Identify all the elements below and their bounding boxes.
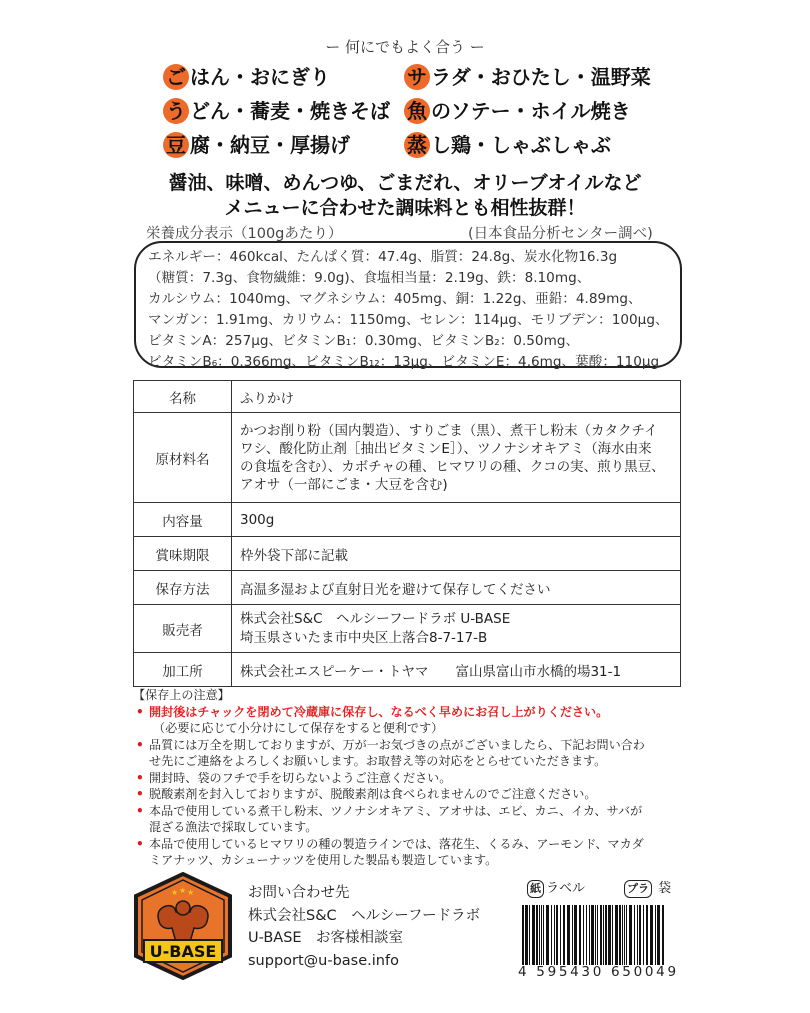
table-row bbox=[134, 381, 681, 413]
note-text: ミアナッツ、カシューナッツを使用した製品も製造しています。 bbox=[149, 853, 498, 867]
barcode-bar bbox=[608, 905, 611, 965]
barcode-bar bbox=[574, 905, 577, 965]
food-text: どん・蕎麦・焼きそば bbox=[190, 99, 390, 123]
barcode-bar bbox=[536, 905, 538, 965]
spec-value-seller bbox=[232, 605, 681, 653]
barcode-bar bbox=[603, 905, 604, 965]
barcode-bar bbox=[554, 905, 555, 965]
claim-line-1: 醤油、味噌、めんつゆ、ごまだれ、オリーブオイルなど bbox=[168, 172, 642, 194]
barcode-bar bbox=[556, 905, 558, 965]
barcode-bar bbox=[543, 905, 544, 965]
nutrition-heading: 栄養成分表示（100gあたり） bbox=[146, 226, 343, 242]
table-row bbox=[134, 653, 681, 687]
barcode-bar bbox=[541, 905, 542, 965]
food-item-chicken bbox=[404, 129, 611, 158]
note-text: せ先にご連絡をよろしくお願いします。お取替え等の対応をとらせていただきます。 bbox=[149, 754, 607, 768]
note-item bbox=[149, 803, 693, 836]
seller-line: 株式会社S&C ヘルシーフードラボ U-BASE bbox=[240, 610, 511, 627]
barcode-bar bbox=[646, 905, 648, 965]
barcode-bar bbox=[612, 905, 613, 965]
table-row bbox=[134, 605, 681, 653]
food-text: 腐・納豆・厚揚げ bbox=[190, 133, 350, 157]
note-item bbox=[149, 704, 693, 737]
contact-company: 株式会社S&C ヘルシーフードラボ bbox=[248, 907, 481, 924]
barcode-bar bbox=[563, 905, 565, 965]
plastic-recycle-icon: プラ bbox=[624, 880, 652, 898]
barcode-bar bbox=[586, 905, 587, 965]
logo-text: U-BASE bbox=[149, 942, 217, 961]
barcode-bar bbox=[650, 905, 653, 965]
food-item-salad bbox=[404, 61, 651, 90]
note-text: • 本品で使用しているヒマワリの種の製造ラインでは、落花生、くるみ、アーモンド、マカダ bbox=[149, 836, 644, 851]
barcode-bar bbox=[619, 905, 621, 965]
barcode-bar bbox=[591, 905, 594, 965]
note-item bbox=[149, 770, 693, 787]
spec-label-ingredients: 原材料名 bbox=[134, 413, 232, 503]
barcode-bar bbox=[639, 905, 641, 965]
ingredients-line: アオサ（一部にごま・大豆を含む) bbox=[240, 476, 448, 493]
note-text: • 品質には万全を期しておりますが、万が一お気づきの点がございましたら、下記お問い合わ bbox=[149, 737, 645, 752]
nutrition-source: (日本食品分析センター調べ) bbox=[468, 226, 653, 242]
storage-notes bbox=[133, 687, 693, 869]
barcode-bar bbox=[662, 905, 664, 965]
table-row bbox=[134, 537, 681, 571]
barcode-bar bbox=[572, 905, 573, 965]
food-text: し鶏・しゃぶしゃぶ bbox=[431, 133, 611, 157]
spec-value-ingredients bbox=[232, 413, 681, 503]
nutrition-line: エネルギー：460kcal、たんぱく質：47.4g、脂質：24.8g、炭水化物16.3g bbox=[148, 249, 618, 265]
barcode-bar bbox=[583, 905, 584, 965]
nutrition-line: ビタミンB₆：0.366mg、ビタミンB₁₂：13μg、ビタミンE：4.6mg、葉酸：110μg bbox=[148, 354, 660, 370]
barcode-bar bbox=[634, 905, 635, 965]
barcode-bar bbox=[615, 905, 618, 965]
barcode-bar bbox=[532, 905, 535, 965]
barcode-bar bbox=[655, 905, 656, 965]
barcode-bar bbox=[637, 905, 638, 965]
barcode-number: 4 595430 650049 bbox=[518, 964, 679, 980]
contact-department: U-BASE お客様相談室 bbox=[248, 930, 404, 946]
barcode-bar bbox=[622, 905, 623, 965]
food-text: ラダ・おひたし・温野菜 bbox=[431, 65, 651, 89]
seller-line: 埼玉県さいたま市中央区上落合8-7-17-B bbox=[240, 629, 488, 646]
barcode-bar bbox=[626, 905, 627, 965]
spec-label-storage: 保存方法 bbox=[134, 571, 232, 605]
ingredients-line: ワシ、酸化防止剤［抽出ビタミンE］）、ツノナシオキアミ（海水由来 bbox=[240, 440, 652, 457]
nutrition-line: （糖質：7.3g、食物繊維：9.0g)、食塩相当量：2.19g、鉄：8.10mg、 bbox=[148, 270, 591, 286]
barcode-bar bbox=[546, 905, 549, 965]
spec-label-name: 名称 bbox=[134, 381, 232, 413]
u-base-logo bbox=[132, 872, 234, 980]
barcode-bar bbox=[595, 905, 596, 965]
barcode-bar bbox=[539, 905, 540, 965]
product-spec-table bbox=[133, 380, 681, 687]
food-highlight: 魚 bbox=[404, 98, 430, 124]
recycle-plastic-label: 袋 bbox=[658, 881, 672, 896]
contact-info bbox=[248, 882, 480, 972]
barcode-bar bbox=[597, 905, 598, 965]
recycle-paper-label: ラベル bbox=[546, 881, 586, 896]
nutrition-line: カルシウム：1040mg、マグネシウム：405mg、銅：1.22g、亜鉛：4.89mg、 bbox=[148, 291, 642, 307]
spec-value-content: 300g bbox=[232, 503, 681, 537]
note-text: • 開封時、袋のフチで手を切らないようご注意ください。 bbox=[149, 770, 452, 785]
spec-label-expiry: 賞味期限 bbox=[134, 537, 232, 571]
food-highlight: ご bbox=[163, 64, 189, 90]
barcode-bar bbox=[600, 905, 602, 965]
food-item-noodles bbox=[163, 95, 390, 124]
note-subtext: （必要に応じて小分けにして保存をすると便利です） bbox=[153, 721, 444, 735]
spec-label-seller: 販売者 bbox=[134, 605, 232, 653]
note-text: 混ざる漁法で採取しています。 bbox=[149, 820, 318, 834]
food-highlight: 豆 bbox=[163, 132, 189, 158]
food-highlight: 蒸 bbox=[404, 132, 430, 158]
food-item-rice bbox=[163, 61, 330, 90]
barcode-bar bbox=[579, 905, 581, 965]
food-item-fish bbox=[404, 95, 631, 124]
ingredients-line: かつお削り粉（国内製造）、すりごま（黒）、煮干し粉末（カタクチイ bbox=[240, 422, 658, 439]
food-highlight: う bbox=[163, 98, 189, 124]
spec-value-name: ふりかけ bbox=[232, 381, 681, 413]
food-item-tofu bbox=[163, 129, 350, 158]
barcode-bar bbox=[522, 905, 524, 965]
note-text: • 脱酸素剤を封入しておりますが、脱酸素剤は食べられませんのでご注意ください。 bbox=[149, 787, 597, 801]
barcode-bar bbox=[605, 905, 607, 965]
spec-label-content: 内容量 bbox=[134, 503, 232, 537]
nutrition-line: マンガン：1.91mg、カリウム：1150mg、セレン：114μg、モリブデン：100μg、 bbox=[148, 312, 669, 328]
spec-value-storage: 高温多湿および直射日光を避けて保存してください bbox=[232, 571, 681, 605]
nutrition-box bbox=[134, 241, 682, 368]
notes-heading: 【保存上の注意】 bbox=[133, 688, 230, 702]
recycle-plastic bbox=[624, 877, 671, 898]
barcode bbox=[521, 905, 667, 965]
table-row bbox=[134, 413, 681, 503]
note-warning-text: • 開封後はチャックを閉めて冷蔵庫に保存し、なるべく早めにお召し上がりください。 bbox=[149, 704, 609, 719]
note-item bbox=[149, 786, 693, 803]
food-highlight: サ bbox=[404, 64, 430, 90]
note-text: • 本品で使用している煮干し粉末、ツノナシオキアミ、アオサは、エビ、カニ、イカ、サバが bbox=[149, 803, 643, 818]
paper-recycle-icon: 紙 bbox=[527, 880, 544, 898]
barcode-bar bbox=[657, 905, 660, 965]
nutrition-line: ビタミンA：257μg、ビタミンB₁：0.30mg、ビタミンB₂：0.50mg、 bbox=[148, 333, 580, 349]
claim-line-2: メニューに合わせた調味料とも相性抜群！ bbox=[224, 197, 586, 219]
table-row bbox=[134, 571, 681, 605]
spec-label-processor: 加工所 bbox=[134, 653, 232, 687]
note-item bbox=[149, 836, 693, 869]
contact-heading: お問い合わせ先 bbox=[248, 885, 350, 901]
barcode-bar bbox=[629, 905, 632, 965]
barcode-bar bbox=[624, 905, 625, 965]
spec-value-processor: 株式会社エスピーケー・トヤマ 富山県富山市水橋的場31-1 bbox=[232, 653, 681, 687]
contact-email: support@u-base.info bbox=[248, 952, 399, 969]
svg-text:★: ★ bbox=[187, 888, 195, 897]
spec-value-expiry: 枠外袋下部に記載 bbox=[232, 537, 681, 571]
table-row bbox=[134, 503, 681, 537]
food-text: はん・おにぎり bbox=[190, 65, 330, 89]
barcode-bar bbox=[589, 905, 590, 965]
barcode-bar bbox=[643, 905, 644, 965]
svg-text:★: ★ bbox=[179, 886, 187, 895]
barcode-bar bbox=[529, 905, 530, 965]
tagline: ー 何にでもよく合う ー bbox=[325, 38, 485, 56]
barcode-bar bbox=[551, 905, 552, 965]
barcode-bar bbox=[560, 905, 561, 965]
note-item bbox=[149, 737, 693, 770]
food-text: のソテー・ホイル焼き bbox=[431, 99, 631, 123]
ingredients-line: の食塩を含む）、カボチャの種、ヒマワリの種、クコの実、煎り黒豆、 bbox=[240, 458, 665, 475]
barcode-bar bbox=[567, 905, 570, 965]
barcode-bar bbox=[525, 905, 528, 965]
recycle-paper bbox=[527, 877, 585, 898]
svg-text:★: ★ bbox=[171, 888, 179, 897]
